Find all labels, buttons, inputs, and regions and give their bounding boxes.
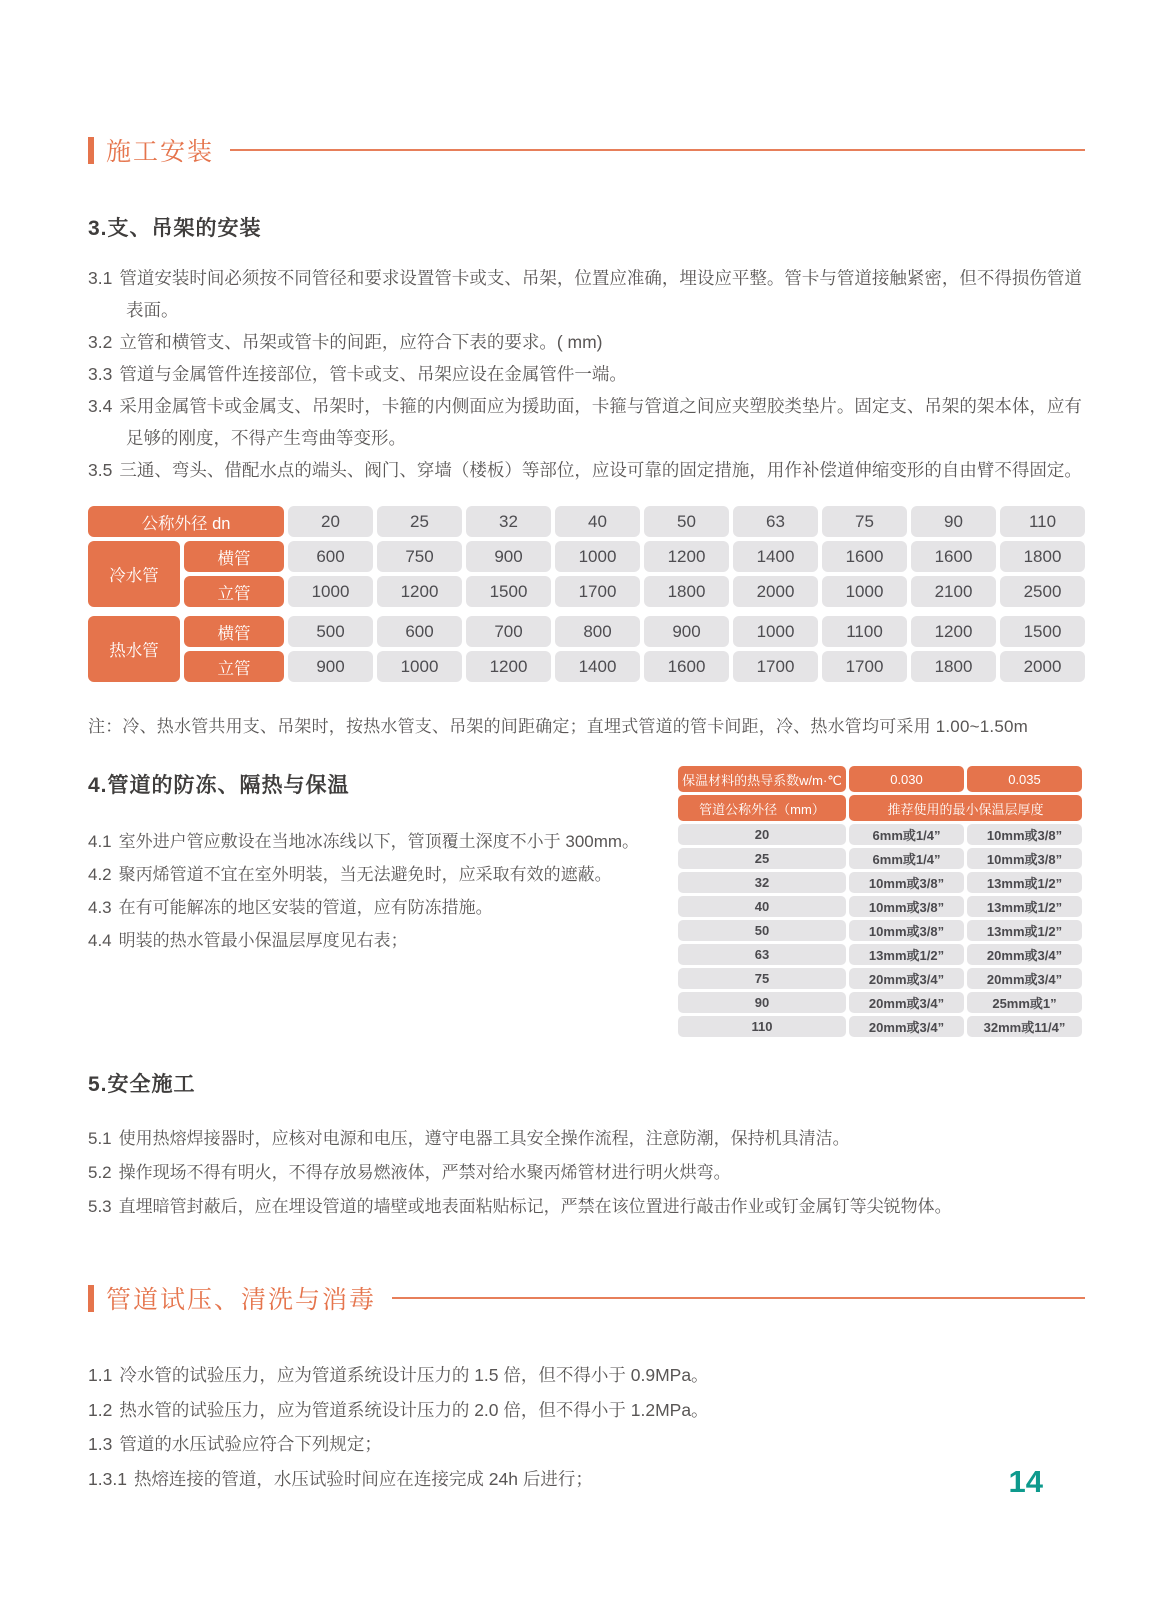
cold-horizontal-row xyxy=(88,541,1085,572)
thickness-cell: 20mm或3/4” xyxy=(849,1016,964,1037)
dn-header-cell: 32 xyxy=(466,506,551,537)
table-cell: 1200 xyxy=(644,541,729,572)
dn-cell: 63 xyxy=(678,944,846,965)
item-number: 3.3 xyxy=(88,364,113,384)
spec-item-3-5 xyxy=(88,454,1085,486)
thickness-cell: 6mm或1/4” xyxy=(849,824,964,845)
table-cell: 1800 xyxy=(911,651,996,682)
item-number: 5.2 xyxy=(88,1163,112,1182)
table-cell: 900 xyxy=(644,616,729,647)
section-header-install xyxy=(88,132,1085,168)
item-text: 采用金属管卡或金属支、吊架时，卡箍的内侧面应为援助面，卡箍与管道之间应夹塑胶类垫片。固定支、吊架的架本体，应有足够的刚度，不得产生弯曲等变形。 xyxy=(119,396,1082,448)
dn-cell: 90 xyxy=(678,992,846,1013)
table-cell: 1800 xyxy=(644,576,729,607)
dn-header-cell: 50 xyxy=(644,506,729,537)
insulation-row xyxy=(678,920,1082,941)
item-text: 直埋暗管封蔽后，应在埋设管道的墙壁或地表面粘贴标记，严禁在该位置进行敲击作业或钉金属钉等尖锐物体。 xyxy=(118,1197,952,1216)
thickness-cell: 10mm或3/8” xyxy=(849,920,964,941)
subsection-4-text xyxy=(88,769,675,1040)
spec-item-3-2 xyxy=(88,326,1085,358)
spec-item-1-3 xyxy=(88,1427,1085,1462)
page-number: 14 xyxy=(1008,1464,1043,1499)
item-number: 3.2 xyxy=(88,332,113,352)
thickness-cell: 20mm或3/4” xyxy=(967,968,1082,989)
item-number: 4.1 xyxy=(88,832,112,851)
spec-item-5-2 xyxy=(88,1156,1085,1190)
dn-header-cell: 110 xyxy=(1000,506,1085,537)
table-cell: 2000 xyxy=(1000,651,1085,682)
insulation-row xyxy=(678,824,1082,845)
conductivity-value-1: 0.030 xyxy=(849,766,964,792)
insulation-row xyxy=(678,992,1082,1013)
table-header-row xyxy=(88,506,1085,537)
subsection-5-title: 5.安全施工 xyxy=(88,1073,196,1096)
insulation-row xyxy=(678,872,1082,893)
item-number: 1.3 xyxy=(88,1434,113,1454)
thickness-cell: 13mm或1/2” xyxy=(849,944,964,965)
test-section-items xyxy=(88,1358,1085,1496)
spec-item-4-1 xyxy=(88,825,663,858)
table-cell: 1800 xyxy=(1000,541,1085,572)
thickness-cell: 6mm或1/4” xyxy=(849,848,964,869)
item-number: 1.3.1 xyxy=(88,1468,127,1489)
spec-item-1-2 xyxy=(88,1393,1085,1428)
thickness-cell: 10mm或3/8” xyxy=(849,896,964,917)
dn-cell: 40 xyxy=(678,896,846,917)
thickness-cell: 10mm或3/8” xyxy=(967,848,1082,869)
dn-cell: 75 xyxy=(678,968,846,989)
item-number: 4.3 xyxy=(88,898,112,917)
item-text: 操作现场不得有明火，不得存放易燃液体，严禁对给水聚丙烯管材进行明火烘弯。 xyxy=(118,1163,731,1182)
dn-cell: 32 xyxy=(678,872,846,893)
insulation-header-row-2 xyxy=(678,795,1082,821)
header-rule xyxy=(392,1297,1085,1299)
row-label: 立管 xyxy=(184,651,284,682)
header-rule xyxy=(230,149,1085,151)
section-title: 施工安装 xyxy=(106,138,215,166)
item-text: 管道的水压试验应符合下列规定； xyxy=(119,1434,382,1454)
dn-header-cell: 90 xyxy=(911,506,996,537)
conductivity-value-2: 0.035 xyxy=(967,766,1082,792)
table-cell: 2000 xyxy=(733,576,818,607)
hot-horizontal-row xyxy=(88,616,1085,647)
table-cell: 1100 xyxy=(822,616,907,647)
insulation-row xyxy=(678,944,1082,965)
item-number: 1.2 xyxy=(88,1399,113,1420)
item-number: 3.1 xyxy=(88,268,113,288)
table-cell: 1000 xyxy=(555,541,640,572)
table-cell: 1000 xyxy=(377,651,462,682)
section-title: 管道试压、清洗与消毒 xyxy=(106,1286,377,1314)
subsection-4 xyxy=(88,769,1085,1040)
thickness-cell: 25mm或1” xyxy=(967,992,1082,1013)
table-cell: 1700 xyxy=(822,651,907,682)
dn-column-label: 管道公称外径（mm） xyxy=(678,795,846,821)
insulation-header-row-1 xyxy=(678,766,1082,792)
spec-item-1-3-1 xyxy=(88,1462,1085,1497)
item-text: 明装的热水管最小保温层厚度见右表； xyxy=(118,931,408,950)
spec-item-4-4 xyxy=(88,924,663,957)
table-cell: 900 xyxy=(466,541,551,572)
subsection-4-title: 4.管道的防冻、隔热与保温 xyxy=(88,774,350,797)
table-cell: 800 xyxy=(555,616,640,647)
spec-item-5-1 xyxy=(88,1122,1085,1156)
table-cell: 1600 xyxy=(911,541,996,572)
table-cell: 1400 xyxy=(555,651,640,682)
table-cell: 1000 xyxy=(733,616,818,647)
dn-cell: 110 xyxy=(678,1016,846,1037)
thickness-cell: 13mm或1/2” xyxy=(967,896,1082,917)
hot-vertical-row xyxy=(88,651,1085,682)
table-cell: 1600 xyxy=(822,541,907,572)
table-corner-label: 公称外径 dn xyxy=(88,506,284,537)
group-label-hot: 热水管 xyxy=(88,616,180,682)
accent-bar xyxy=(88,1285,94,1312)
item-text: 使用热熔焊接器时，应核对电源和电压，遵守电器工具安全操作流程，注意防潮，保持机具清洁。 xyxy=(118,1129,850,1148)
thickness-cell: 13mm或1/2” xyxy=(967,872,1082,893)
thickness-cell: 10mm或3/8” xyxy=(967,824,1082,845)
spec-item-3-1 xyxy=(88,262,1085,326)
accent-bar xyxy=(88,137,94,164)
spec-item-3-3 xyxy=(88,358,1085,390)
spec-item-4-2 xyxy=(88,858,663,891)
dn-header-cell: 63 xyxy=(733,506,818,537)
dn-header-cell: 40 xyxy=(555,506,640,537)
table-cell: 1200 xyxy=(466,651,551,682)
dn-cell: 25 xyxy=(678,848,846,869)
table-cell: 600 xyxy=(377,616,462,647)
table-cell: 1200 xyxy=(377,576,462,607)
item-text: 管道安装时间必须按不同管径和要求设置管卡或支、吊架，位置应准确，埋设应平整。管卡与管道接触紧密，但不得损伤管道表面。 xyxy=(119,268,1082,320)
thickness-cell: 32mm或11/4” xyxy=(967,1016,1082,1037)
row-label: 横管 xyxy=(184,541,284,572)
item-number: 3.4 xyxy=(88,396,113,416)
item-text: 在有可能解冻的地区安装的管道，应有防冻措施。 xyxy=(118,898,493,917)
insulation-thickness-table xyxy=(675,763,1085,1040)
table-cell: 1000 xyxy=(288,576,373,607)
dn-header-cell: 75 xyxy=(822,506,907,537)
item-number: 1.1 xyxy=(88,1365,113,1385)
subsection-3-title: 3.支、吊架的安装 xyxy=(88,217,262,240)
table-cell: 750 xyxy=(377,541,462,572)
table-cell: 500 xyxy=(288,616,373,647)
conductivity-label: 保温材料的热导系数w/m·℃ xyxy=(678,766,846,792)
table-note: 注：冷、热水管共用支、吊架时，按热水管支、吊架的间距确定；直埋式管道的管卡间距，冷、热水管均可采用 1.00~1.50m xyxy=(88,717,1028,736)
item-number: 5.3 xyxy=(88,1197,112,1216)
dn-cell: 50 xyxy=(678,920,846,941)
spec-item-1-1 xyxy=(88,1358,1085,1393)
table-cell: 600 xyxy=(288,541,373,572)
spec-item-5-3 xyxy=(88,1190,1085,1224)
thickness-cell: 10mm或3/8” xyxy=(849,872,964,893)
spec-item-4-3 xyxy=(88,891,663,924)
insulation-row xyxy=(678,848,1082,869)
support-spacing-table xyxy=(84,502,1089,686)
table-cell: 1000 xyxy=(822,576,907,607)
item-number: 5.1 xyxy=(88,1129,112,1148)
dn-header-cell: 20 xyxy=(288,506,373,537)
thickness-cell: 13mm或1/2” xyxy=(967,920,1082,941)
item-text: 三通、弯头、借配水点的端头、阀门、穿墙（楼板）等部位，应设可靠的固定措施，用作补偿道伸缩变形的自由臂不得固定。 xyxy=(119,460,1082,480)
table-cell: 1400 xyxy=(733,541,818,572)
dn-cell: 20 xyxy=(678,824,846,845)
subsection-3 xyxy=(88,212,1085,486)
item-number: 4.2 xyxy=(88,865,112,884)
cold-vertical-row xyxy=(88,576,1085,607)
table-cell: 900 xyxy=(288,651,373,682)
table-cell: 2100 xyxy=(911,576,996,607)
item-text: 聚丙烯管道不宜在室外明装，当无法避免时，应采取有效的遮蔽。 xyxy=(118,865,612,884)
table-cell: 1700 xyxy=(555,576,640,607)
table-cell: 1200 xyxy=(911,616,996,647)
table-cell: 1500 xyxy=(466,576,551,607)
table-cell: 1500 xyxy=(1000,616,1085,647)
table-cell: 2500 xyxy=(1000,576,1085,607)
insulation-row xyxy=(678,1016,1082,1037)
thickness-cell: 20mm或3/4” xyxy=(967,944,1082,965)
item-number: 3.5 xyxy=(88,460,113,480)
row-label: 横管 xyxy=(184,616,284,647)
section-header-test xyxy=(88,1280,1085,1316)
table-cell: 700 xyxy=(466,616,551,647)
table-cell: 1700 xyxy=(733,651,818,682)
item-text: 室外进户管应敷设在当地冰冻线以下，管顶覆土深度不小于 300mm。 xyxy=(118,832,640,851)
subsection-5 xyxy=(88,1068,1085,1224)
row-label: 立管 xyxy=(184,576,284,607)
thickness-cell: 20mm或3/4” xyxy=(849,992,964,1013)
item-text: 立管和横管支、吊架或管卡的间距，应符合下表的要求。( mm) xyxy=(119,332,603,352)
thickness-cell: 20mm或3/4” xyxy=(849,968,964,989)
group-label-cold: 冷水管 xyxy=(88,541,180,607)
table-cell: 1600 xyxy=(644,651,729,682)
insulation-row xyxy=(678,896,1082,917)
recommended-label: 推荐使用的最小保温层厚度 xyxy=(849,795,1082,821)
dn-header-cell: 25 xyxy=(377,506,462,537)
insulation-row xyxy=(678,968,1082,989)
item-text: 热水管的试验压力，应为管道系统设计压力的 2.0 倍，但不得小于 1.2MPa。 xyxy=(119,1399,709,1420)
spec-item-3-4 xyxy=(88,390,1085,454)
item-text: 冷水管的试验压力，应为管道系统设计压力的 1.5 倍，但不得小于 0.9MPa。 xyxy=(119,1365,709,1385)
item-number: 4.4 xyxy=(88,931,112,950)
item-text: 热熔连接的管道，水压试验时间应在连接完成 24h 后进行； xyxy=(133,1468,593,1489)
group-gap xyxy=(88,611,1085,612)
item-text: 管道与金属管件连接部位，管卡或支、吊架应设在金属管件一端。 xyxy=(119,364,627,384)
